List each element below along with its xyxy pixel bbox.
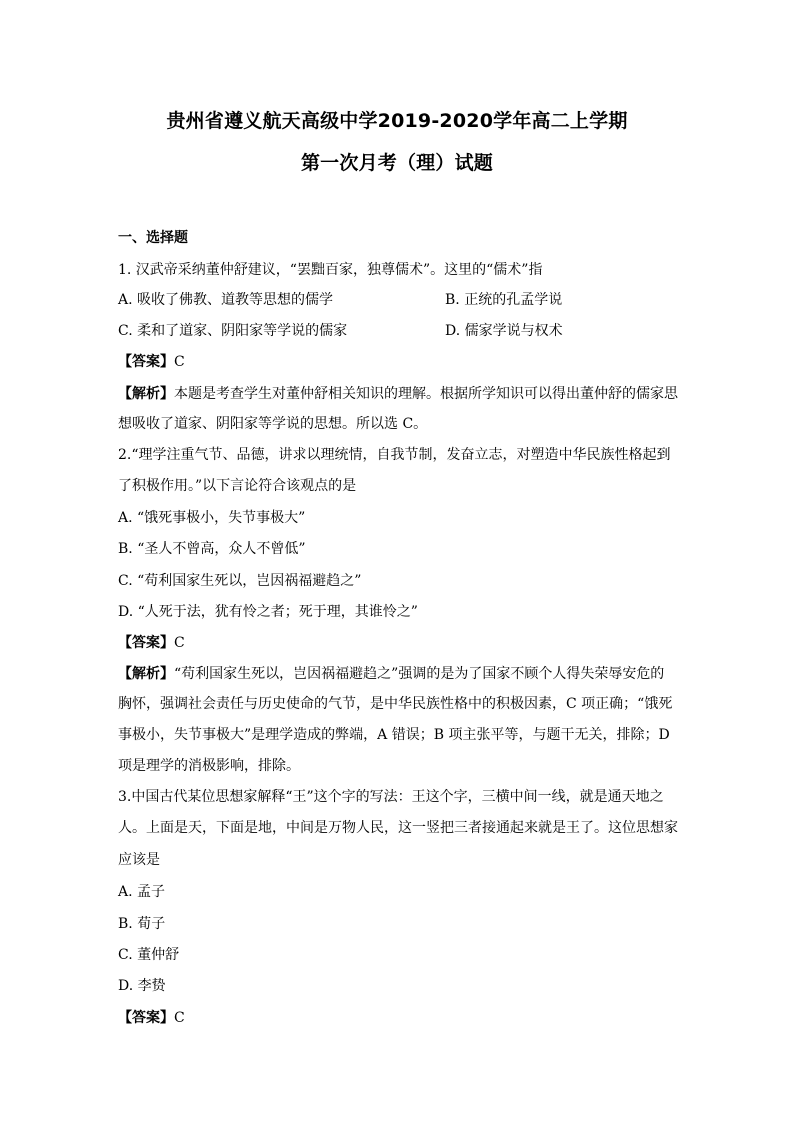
question-2-option-d: D. “人死于法，犹有怜之者；死于理，其谁怜之” [118,604,418,620]
answer-value: C [174,354,185,370]
question-3-stem-line-1: 3.中国古代某位思想家解释“王”这个字的写法：王这个字，三横中间一线，就是通天地之 [118,789,664,805]
answer-label: 【答案】 [118,1010,174,1026]
answer-value: C [174,1010,185,1026]
document-title-line-1: 贵州省遵义航天高级中学2019-2020学年高二上学期 [166,110,628,132]
question-1-analysis-line-2: 想吸收了道家、阴阳家等学说的思想。所以选 C。 [118,416,428,432]
question-2-stem-line-1: 2.“理学注重气节、品德，讲求以理统情，自我节制，发奋立志，对塑造中华民族性格起到 [118,447,671,463]
question-2-option-b: B. “圣人不曾高，众人不曾低” [118,541,306,557]
question-1-option-d: D. 儒家学说与权术 [445,323,563,339]
section-heading: 一、选择题 [118,230,188,246]
question-1-analysis-line-1 [118,384,678,404]
question-3-option-c: C. 董仲舒 [118,947,180,963]
question-3-option-a: A. 孟子 [118,884,166,900]
question-2-analysis-line-2: 胸怀，强调社会责任与历史使命的气节，是中华民族性格中的积极因素，C 项正确；“饿死 [118,696,673,712]
analysis-text: “苟利国家生死以，岂因祸福避趋之”强调的是为了国家不顾个人得失荣辱安危的 [174,666,665,682]
question-2-option-a: A. “饿死事极小，失节事极大” [118,510,306,526]
question-2-analysis-line-3: 事极小，失节事极大”是理学造成的弊端，A 错误；B 项主张平等，与题干无关，排除；D [118,727,670,743]
answer-value: C [174,635,185,651]
answer-label: 【答案】 [118,354,174,370]
question-3-stem-line-3: 应该是 [118,852,160,868]
question-3-stem-line-2: 人。上面是天，下面是地，中间是万物人民，这一竖把三者接通起来就是王了。这位思想家 [118,820,678,836]
question-3-option-d: D. 李贽 [118,978,166,994]
answer-label: 【答案】 [118,635,174,651]
analysis-text: 本题是考查学生对董仲舒相关知识的理解。根据所学知识可以得出董仲舒的儒家思 [174,386,678,402]
question-1-answer [118,352,185,372]
question-1-option-a: A. 吸收了佛教、道教等思想的儒学 [118,292,334,308]
question-2-stem-line-2: 了积极作用。”以下言论符合该观点的是 [118,478,357,494]
question-1-option-c: C. 柔和了道家、阴阳家等学说的儒家 [118,323,348,339]
question-1-stem: 1. 汉武帝采纳董仲舒建议，“罢黜百家，独尊儒术”。这里的“儒术”指 [118,262,543,278]
question-2-analysis-line-4: 项是理学的消极影响，排除。 [118,758,300,774]
question-1-option-b: B. 正统的孔孟学说 [445,292,563,308]
question-2-answer [118,633,185,653]
analysis-label: 【解析】 [118,386,174,402]
question-3-answer [118,1008,185,1028]
question-2-option-c: C. “苟利国家生死以，岂因祸福避趋之” [118,573,362,589]
document-title-line-2: 第一次月考（理）试题 [300,152,493,174]
question-2-analysis-line-1 [118,664,664,684]
analysis-label: 【解析】 [118,666,174,682]
question-3-option-b: B. 荀子 [118,916,166,932]
